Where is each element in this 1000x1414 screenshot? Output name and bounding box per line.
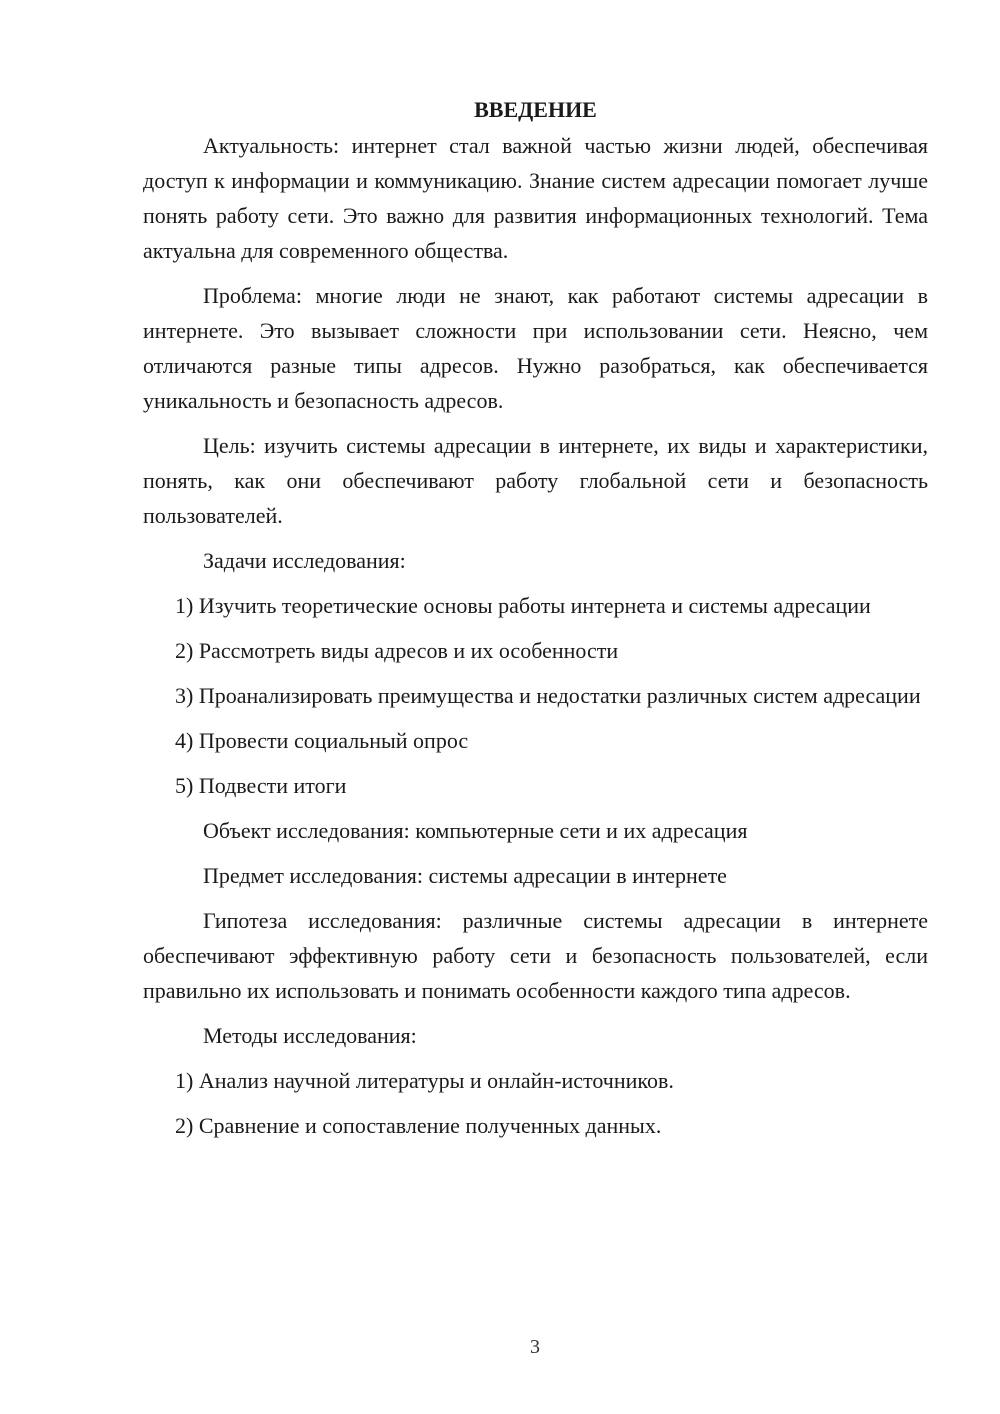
task-item-2: 2) Рассмотреть виды адресов и их особенности xyxy=(175,638,619,663)
methods-title: Методы исследования: xyxy=(203,1023,417,1048)
section-heading: ВВЕДЕНИЕ xyxy=(474,97,597,122)
task-item-1: 1) Изучить теоретические основы работы интернета и системы адресации xyxy=(175,593,871,618)
subject-paragraph: Предмет исследования: системы адресации в интернете xyxy=(203,863,727,888)
method-item-2: 2) Сравнение и сопоставление полученных данных. xyxy=(175,1113,662,1138)
problem-paragraph: Проблема: многие люди не знают, как работают системы адресации в интернете. Это вызывает сложности при использовании сети. Неясно, чем отличаются разные типы адресов. Нужно разобраться, как обеспечивается уникальность и безопасность адресов. xyxy=(143,283,928,413)
page-number: 3 xyxy=(530,1336,540,1358)
task-item-3: 3) Проанализировать преимущества и недостатки различных систем адресации xyxy=(175,683,921,708)
goal-paragraph: Цель: изучить системы адресации в интернете, их виды и характеристики, понять, как они обеспечивают работу глобальной сети и безопасность пользователей. xyxy=(143,433,928,528)
hypothesis-paragraph: Гипотеза исследования: различные системы адресации в интернете обеспечивают эффективную работу сети и безопасность пользователей, если правильно их использовать и понимать особенности каждого типа адресов. xyxy=(143,908,928,1003)
document-page xyxy=(143,92,928,1143)
object-paragraph: Объект исследования: компьютерные сети и их адресация xyxy=(203,818,748,843)
relevance-paragraph: Актуальность: интернет стал важной частью жизни людей, обеспечивая доступ к информации и коммуникацию. Знание систем адресации помогает лучше понять работу сети. Это важно для развития информационных технологий. Тема актуальна для современного общества. xyxy=(143,133,928,263)
task-item-5: 5) Подвести итоги xyxy=(175,773,347,798)
tasks-title: Задачи исследования: xyxy=(203,548,406,573)
method-item-1: 1) Анализ научной литературы и онлайн-источников. xyxy=(175,1068,674,1093)
task-item-4: 4) Провести социальный опрос xyxy=(175,728,469,753)
